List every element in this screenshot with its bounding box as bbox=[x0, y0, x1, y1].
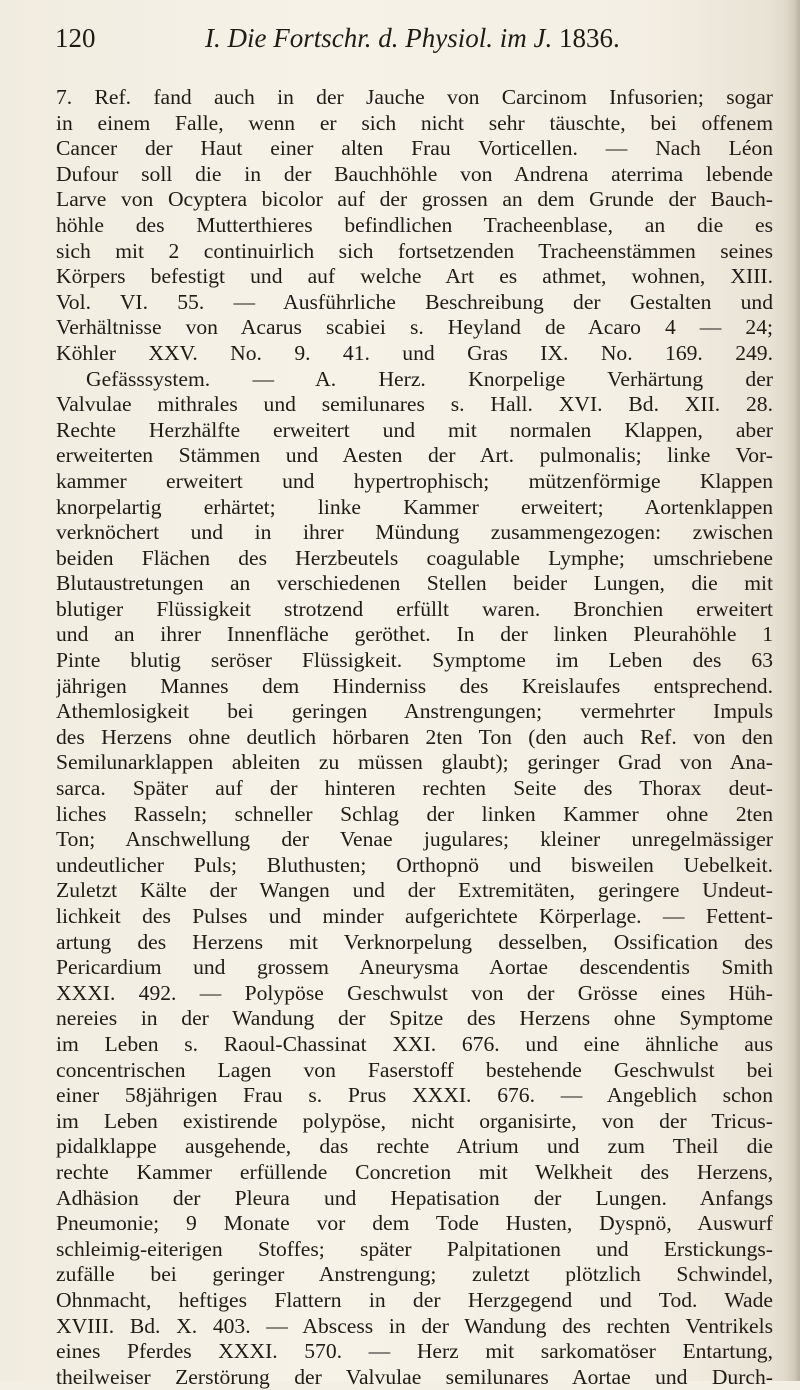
page-number: 120 bbox=[55, 23, 96, 53]
text-line: Pericardium und grossem Aneurysma Aortae descendentis Smith bbox=[56, 955, 773, 980]
text-line: nereies in der Wandung der Spitze des Herzens ohne Symptome bbox=[56, 1006, 773, 1031]
text-line: concentrischen Lagen von Faserstoff bestehende Geschwulst bei bbox=[56, 1057, 773, 1082]
text-line: erweiterten Stämmen und Aesten der Art. pulmonalis; linke Vor- bbox=[56, 443, 773, 468]
running-title-text: I. Die Fortschr. d. Physiol. im J. bbox=[205, 23, 553, 53]
text-line: verknöchert und in ihrer Mündung zusammengezogen: zwischen bbox=[56, 520, 773, 545]
text-line: sarca. Später auf der hinteren rechten Seite des Thorax deut- bbox=[56, 776, 773, 801]
running-title-year: 1836. bbox=[558, 23, 620, 53]
text-line: zufälle bei geringer Anstrengung; zuletzt plötzlich Schwindel, bbox=[56, 1262, 773, 1287]
text-line: Verhältnisse von Acarus scabiei s. Heyland de Acaro 4 — 24; bbox=[56, 315, 773, 340]
text-line: lichkeit des Pulses und minder aufgerichtete Körperlage. — Fettent- bbox=[56, 904, 773, 928]
section-heading-line: Gefässsystem. — A. Herz. Knorpelige Verhärtung der bbox=[86, 366, 773, 391]
text-line: Athemlosigkeit bei geringen Anstrengungen; vermehrter Impuls bbox=[56, 699, 773, 724]
text-line: Valvulae mithrales und semilunares s. Hall. XVI. Bd. XII. 28. bbox=[56, 392, 773, 417]
text-line: im Leben existirende polypöse, nicht organisirte, von der Tricus- bbox=[56, 1108, 773, 1133]
text-line: liches Rasseln; schneller Schlag der linken Kammer ohne 2ten bbox=[56, 801, 773, 826]
text-line: des Herzens ohne deutlich hörbaren 2ten Ton (den auch Ref. von den bbox=[56, 724, 773, 749]
text-line: schleimig-eiterigen Stoffes; später Palpitationen und Erstickungs- bbox=[56, 1236, 773, 1261]
text-line: Cancer der Haut einer alten Frau Vorticellen. — Nach Léon bbox=[56, 136, 773, 161]
text-line: rechte Kammer erfüllende Concretion mit Welkheit des Herzens, bbox=[56, 1159, 773, 1184]
text-line: knorpelartig erhärtet; linke Kammer erweitert; Aortenklappen bbox=[56, 494, 773, 519]
text-line: Rechte Herzhälfte erweitert und mit normalen Klappen, aber bbox=[56, 417, 773, 442]
text-line: pidalklappe ausgehende, das rechte Atrium und zum Theil die bbox=[56, 1134, 773, 1159]
text-line: undeutlicher Puls; Bluthusten; Orthopnö und bisweilen Uebelkeit. bbox=[56, 852, 773, 877]
text-line: im Leben s. Raoul-Chassinat XXI. 676. und eine ähnliche aus bbox=[56, 1031, 773, 1056]
text-line: Adhäsion der Pleura und Hepatisation der Lungen. Anfangs bbox=[56, 1185, 773, 1210]
text-line: Pneumonie; 9 Monate vor dem Tode Husten, Dyspnö, Auswurf bbox=[56, 1211, 773, 1236]
text-line: kammer erweitert und hypertrophisch; mützenförmige Klappen bbox=[56, 468, 773, 493]
text-line: Zuletzt Kälte der Wangen und der Extremitäten, geringere Undeut- bbox=[56, 878, 773, 903]
text-line: artung des Herzens mit Verknorpelung desselben, Ossification des bbox=[56, 929, 773, 954]
text-line: Dufour soll die in der Bauchhöhle von Andrena aterrima lebende bbox=[56, 161, 773, 186]
text-line: Pinte blutig seröser Flüssigkeit. Symptome im Leben des 63 bbox=[56, 648, 773, 673]
text-line: XVIII. Bd. X. 403. — Abscess in der Wandung des rechten Ventrikels bbox=[56, 1313, 773, 1338]
text-line: Köhler XXV. No. 9. 41. und Gras IX. No. 169. 249. bbox=[56, 340, 773, 365]
text-line: in einem Falle, wenn er sich nicht sehr täuschte, bei offenem bbox=[56, 110, 773, 135]
text-line: Semilunarklappen ableiten zu müssen glaubt); geringer Grad von Ana- bbox=[56, 750, 773, 775]
text-line: Körpers befestigt und auf welche Art es athmet, wohnen, XIII. bbox=[56, 264, 773, 289]
text-line: jährigen Mannes dem Hinderniss des Kreislaufes entsprechend. bbox=[56, 673, 773, 698]
text-line: Ton; Anschwellung der Venae jugulares; kleiner unregelmässiger bbox=[56, 827, 773, 852]
text-line: eines Pferdes XXXI. 570. — Herz mit sarkomatöser Entartung, bbox=[56, 1339, 773, 1364]
text-line: und an ihrer Innenfläche geröthet. In der linken Pleurahöhle 1 bbox=[56, 622, 773, 647]
text-line: einer 58jährigen Frau s. Prus XXXI. 676. — Angeblich schon bbox=[56, 1083, 773, 1108]
running-title bbox=[205, 20, 620, 56]
text-line: beiden Flächen des Herzbeutels coagulable Lymphe; umschriebene bbox=[56, 545, 773, 570]
text-line: blutiger Flüssigkeit strotzend erfüllt waren. Bronchien erweitert bbox=[56, 596, 773, 621]
text-line: 7. Ref. fand auch in der Jauche von Carcinom Infusorien; sogar bbox=[56, 85, 773, 109]
text-line: Vol. VI. 55. — Ausführliche Beschreibung der Gestalten und bbox=[56, 289, 773, 314]
text-line: theilweiser Zerstörung der Valvulae semilunares Aortae und Durch- bbox=[56, 1364, 773, 1389]
text-line: Larve von Ocyptera bicolor auf der grossen an dem Grunde der Bauch- bbox=[56, 187, 773, 212]
text-line: sich mit 2 continuirlich sich fortsetzenden Tracheenstämmen seines bbox=[56, 238, 773, 263]
text-line: XXXI. 492. — Polypöse Geschwulst von der Grösse eines Hüh- bbox=[56, 980, 773, 1005]
page-edge-shadow bbox=[786, 0, 800, 1381]
text-line: Blutaustretungen an verschiedenen Stellen beider Lungen, die mit bbox=[56, 571, 773, 596]
text-line: höhle des Mutterthieres befindlichen Tracheenblase, an die es bbox=[56, 212, 773, 237]
text-line: Ohnmacht, heftiges Flattern in der Herzgegend und Tod. Wade bbox=[56, 1287, 773, 1312]
running-header bbox=[55, 20, 755, 56]
body-text bbox=[56, 85, 773, 1390]
